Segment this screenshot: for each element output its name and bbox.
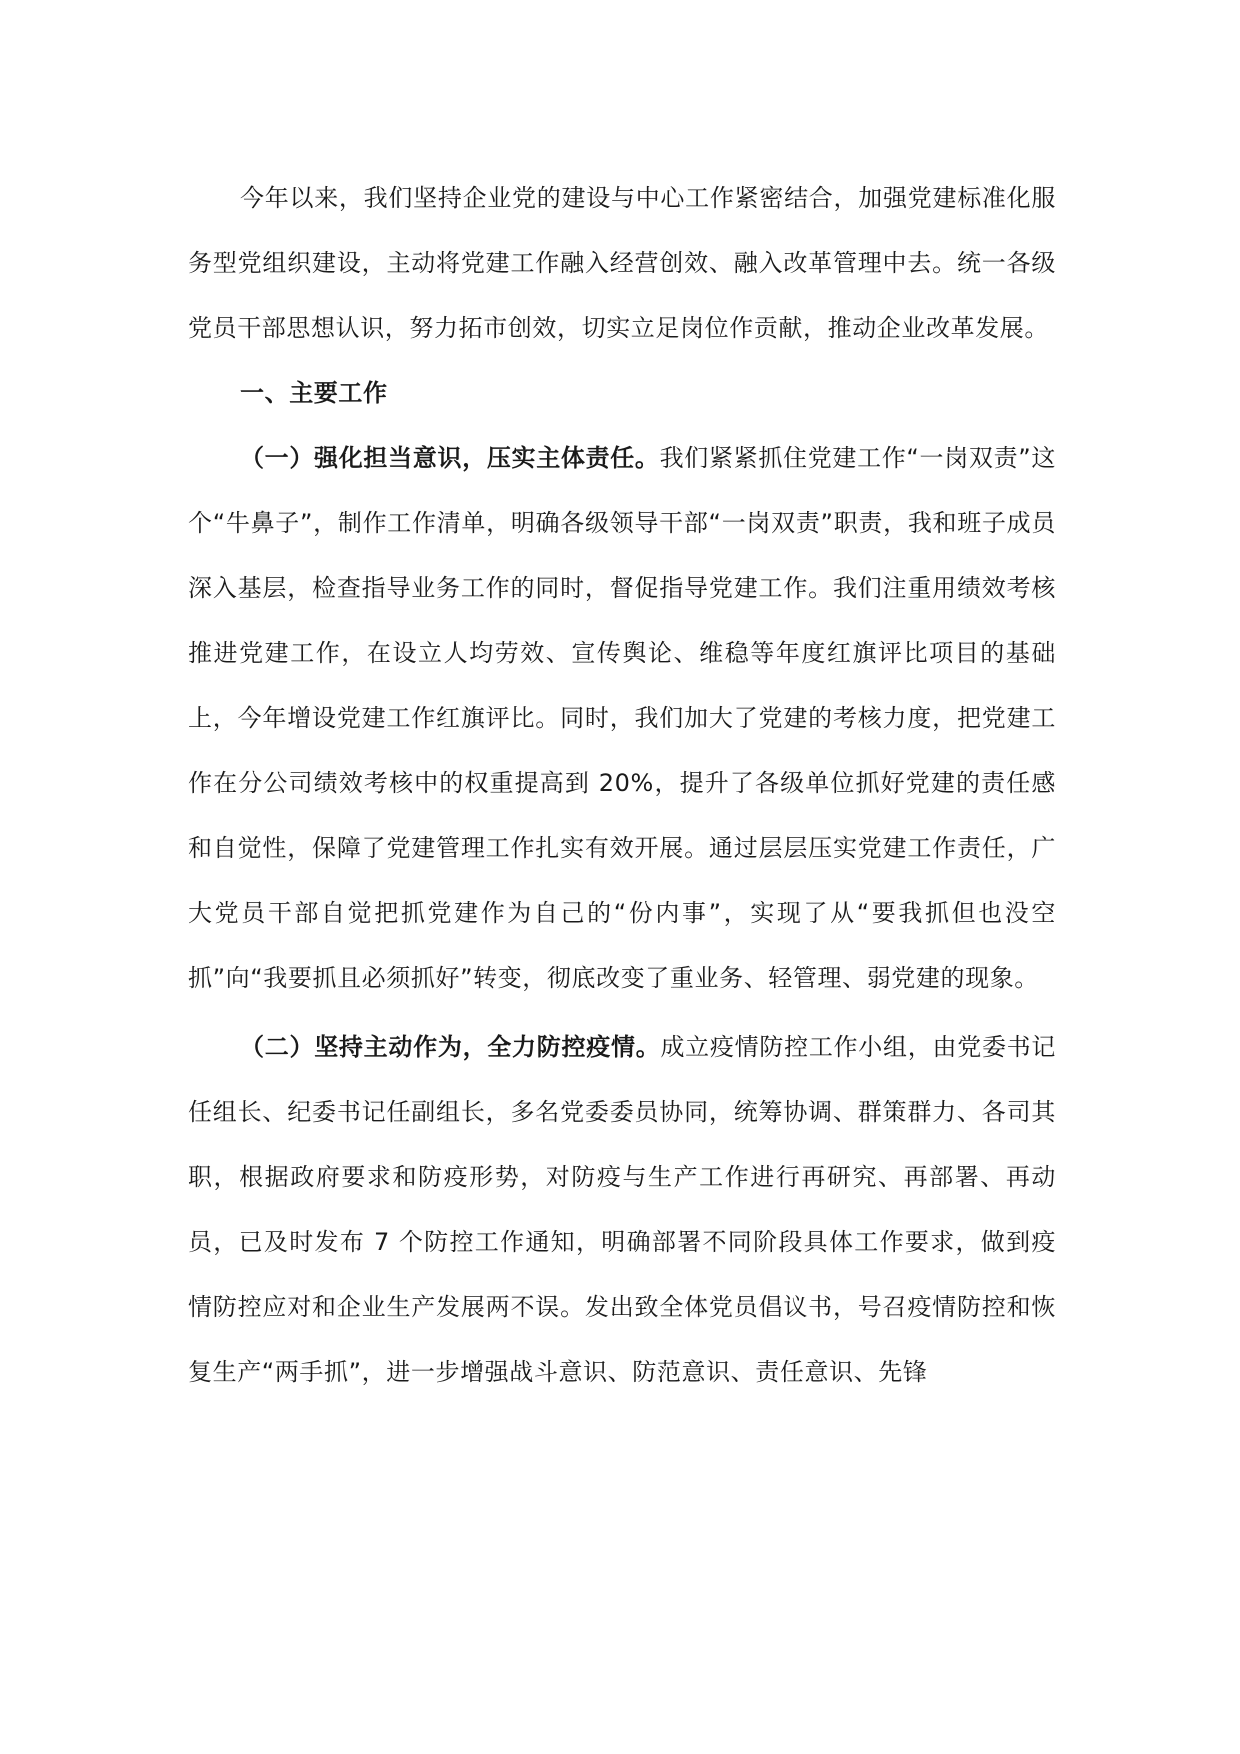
item-1-body: 我们紧紧抓住党建工作“一岗双责”这个“牛鼻子”，制作工作清单，明确各级领导干部“一岗双责”职责，我和班子成员深入基层，检查指导业务工作的同时，督促指导党建工作。我们注重用绩效考核推进党建工作，在设立人均劳效、宣传舆论、维稳等年度红旗评比项目的基础上，今年增设党建工作红旗评比。同时，我们加大了党建的考核力度，把党建工作在分公司绩效考核中的权重提高到 20%，提升了各级单位抓好党建的责任感和自觉性，保障了党建管理工作扎实有效开展。通过层层压实党建工作责任，广大党员干部自觉把抓党建作为自己的“份内事”，实现了从“要我抓但也没空抓”向“我要抓且必须抓好”转变，彻底改变了重业务、轻管理、弱党建的现象。 bbox=[188, 444, 1056, 992]
intro-paragraph: 今年以来，我们坚持企业党的建设与中心工作紧密结合，加强党建标准化服务型党组织建设，主动将党建工作融入经营创效、融入改革管理中去。统一各级党员干部思想认识，努力拓市创效，切实立足岗位作贡献，推动企业改革发展。 bbox=[188, 184, 1056, 342]
item-2-paragraph bbox=[188, 1015, 1056, 1405]
item-1-paragraph bbox=[188, 426, 1056, 1011]
item-1-lead: （一）强化担当意识，压实主体责任。 bbox=[240, 444, 660, 472]
document-body bbox=[188, 166, 1056, 1405]
item-2-lead: （二）坚持主动作为，全力防控疫情。 bbox=[240, 1033, 661, 1061]
item-2-body: 成立疫情防控工作小组，由党委书记任组长、纪委书记任副组长，多名党委委员协同，统筹协调、群策群力、各司其职，根据政府要求和防疫形势，对防疫与生产工作进行再研究、再部署、再动员，已及时发布 7 个防控工作通知，明确部署不同阶段具体工作要求，做到疫情防控应对和企业生产发展两不误。发出致全体党员倡议书，号召疫情防控和恢复生产“两手抓”，进一步增强战斗意识、防范意识、责任意识、先锋 bbox=[188, 1033, 1056, 1386]
section-heading: 一、主要工作 bbox=[240, 379, 388, 407]
